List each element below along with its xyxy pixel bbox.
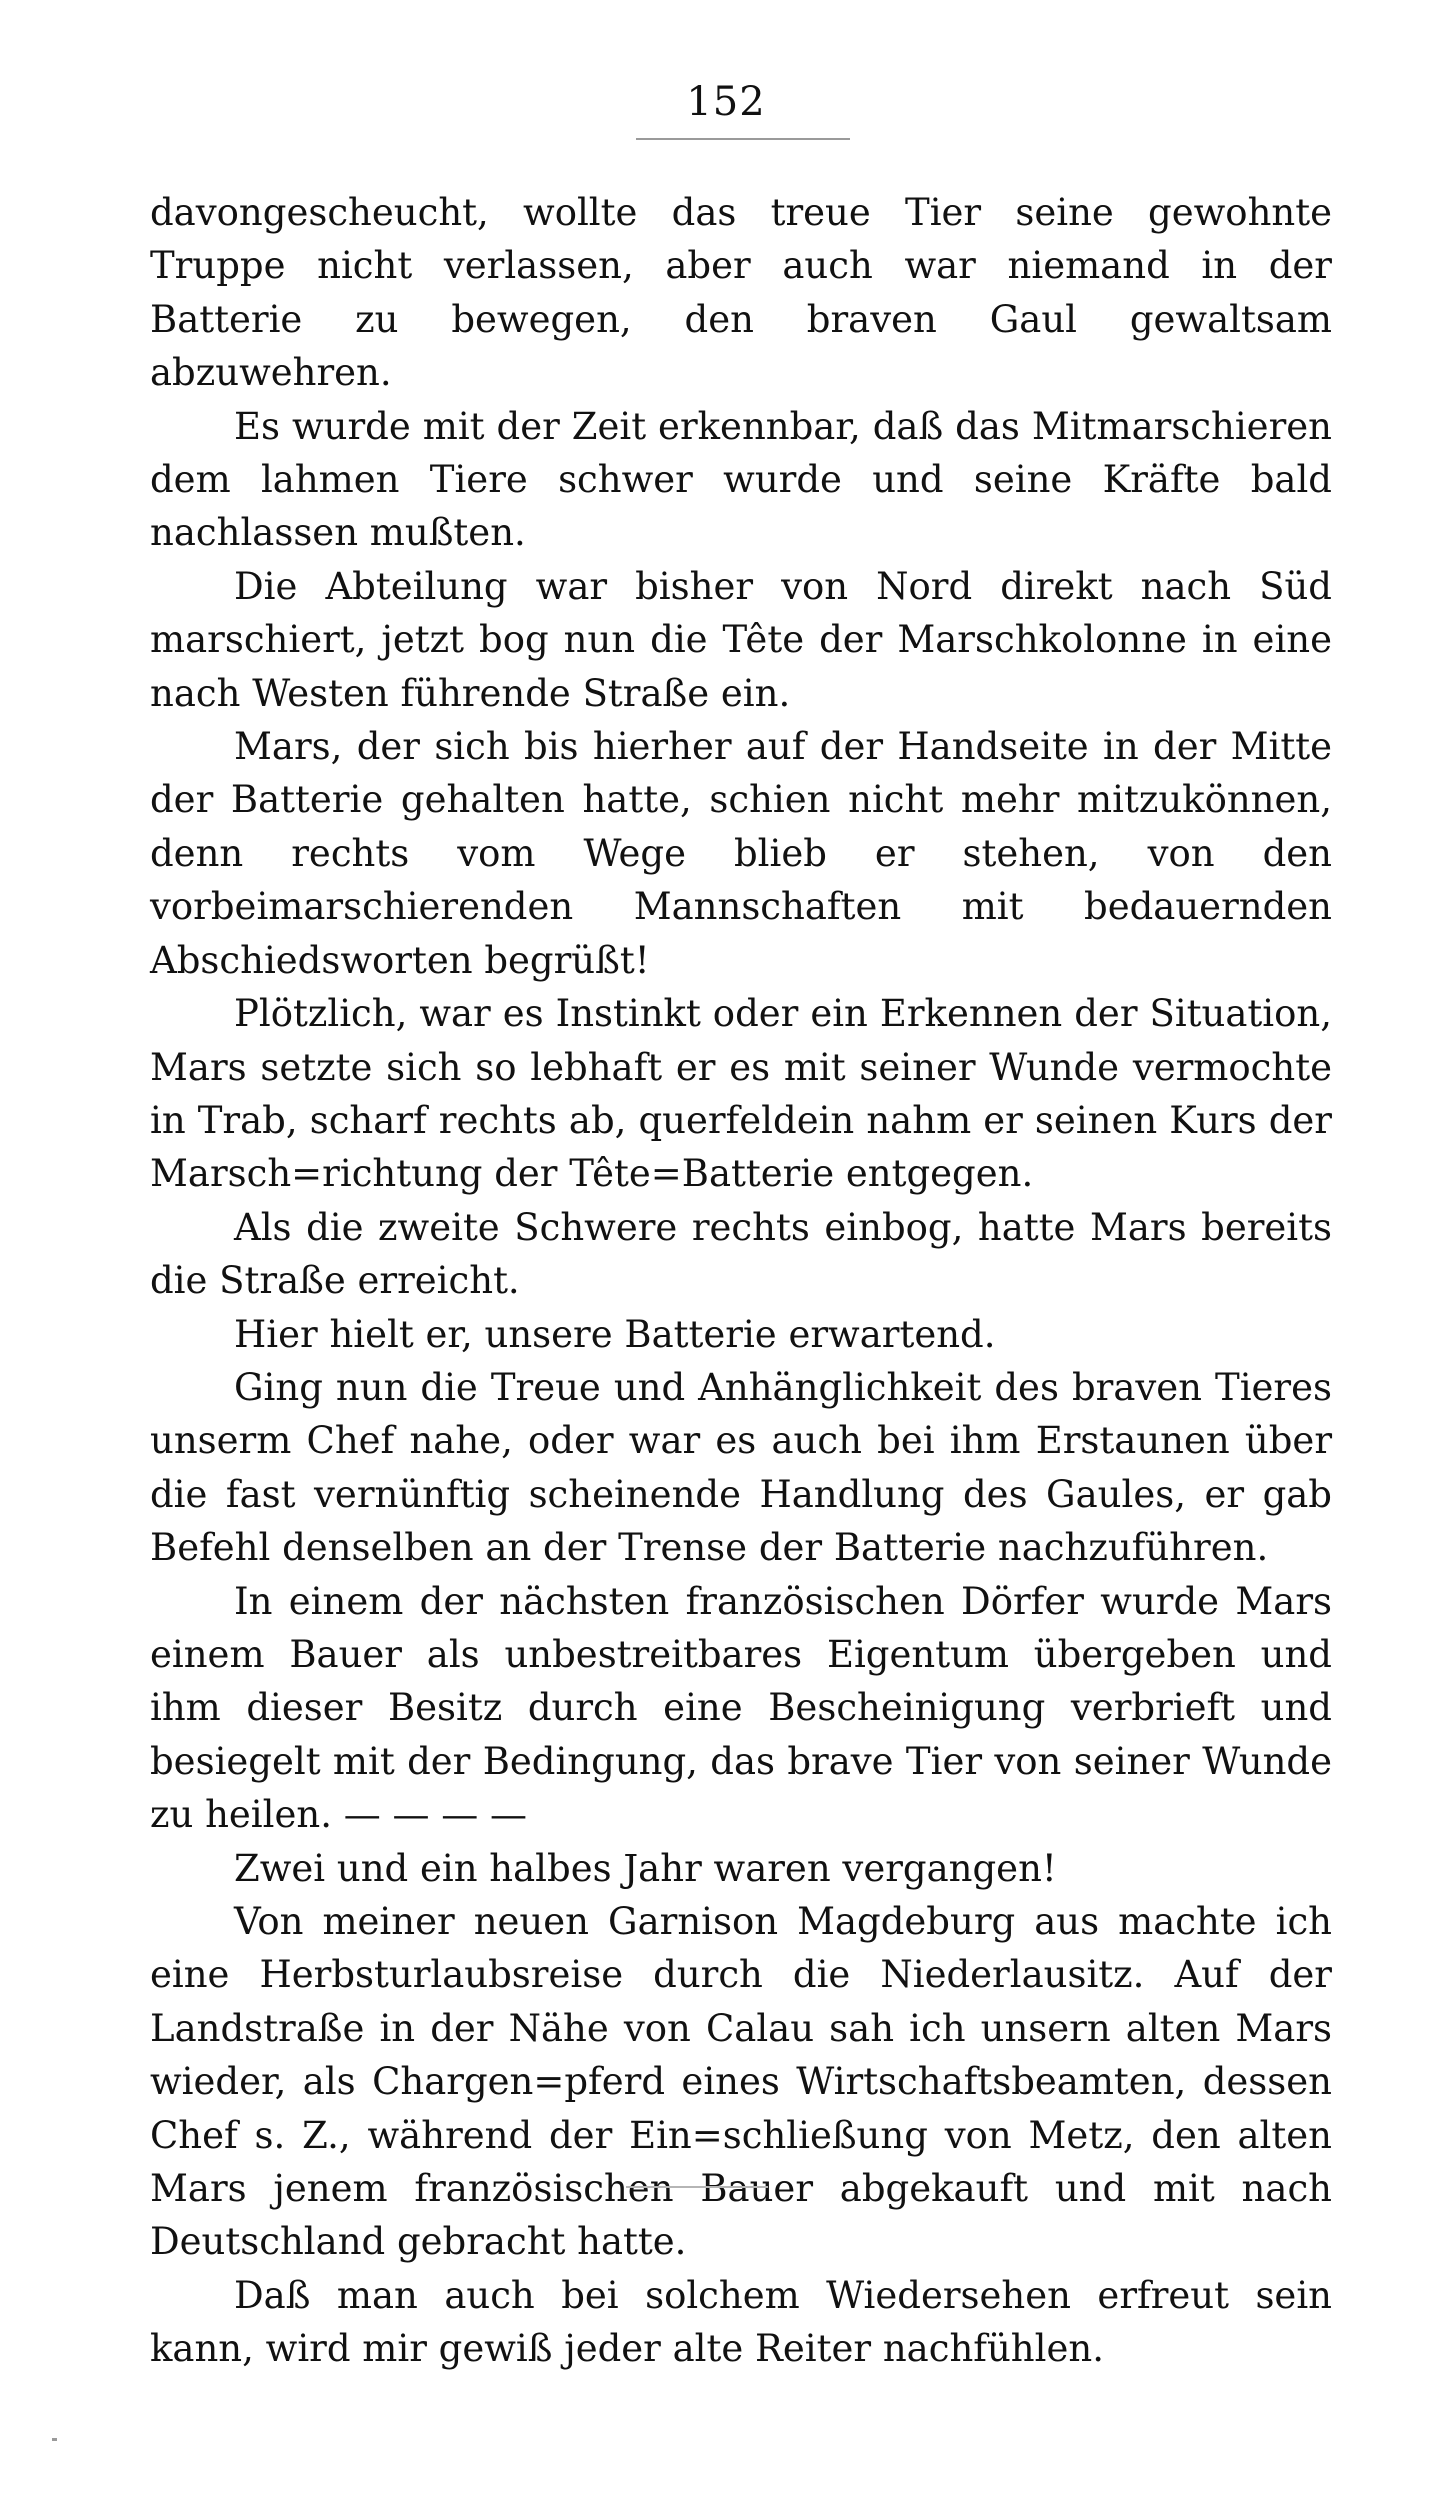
paragraph: Ging nun die Treue und Anhänglichkeit des braven Tieres unserm Chef nahe, oder war es auch bei ihm Erstaunen über die fast vernünftig scheinende Handlung des Gaules, er gab Befehl denselben an der Trense der Batterie nachzuführen. <box>150 1365 1332 1570</box>
paragraph: Es wurde mit der Zeit erkennbar, daß das Mitmarschieren dem lahmen Tiere schwer wurde und seine Kräfte bald nachlassen mußten. <box>150 404 1332 555</box>
paragraph: Hier hielt er, unsere Batterie erwartend. <box>234 1312 996 1356</box>
paragraph: Die Abteilung war bisher von Nord direkt nach Süd marschiert, jetzt bog nun die Tête der Marschkolonne in eine nach Westen führende Straße ein. <box>150 564 1332 715</box>
scan-speck <box>52 2438 57 2441</box>
paragraph: Von meiner neuen Garnison Magdeburg aus machte ich eine Herbsturlaubsreise durch die Niederlausitz. Auf der Landstraße in der Nähe von Calau sah ich unsern alten Mars wieder, als Chargen=pferd eines Wirtschaftsbeamten, dessen Chef s. Z., während der Ein=schließung von Metz, den alten Mars jenem französischen Bauer abgekauft und mit nach Deutschland gebracht hatte. <box>150 1900 1332 2264</box>
header-rule <box>636 138 850 140</box>
paragraph: Zwei und ein halbes Jahr waren vergangen! <box>234 1846 1057 1890</box>
paragraph: davongescheucht, wollte das treue Tier seine gewohnte Truppe nicht verlassen, aber auch war niemand in der Batterie zu bewegen, den braven Gaul gewaltsam abzuwehren. <box>150 191 1332 395</box>
paragraph: Plötzlich, war es Instinkt oder ein Erkennen der Situation, Mars setzte sich so lebhaft er es mit seiner Wunde vermochte in Trab, scharf rechts ab, querfeldein nahm er seinen Kurs der Marsch=richtung der Tête=Batterie entgegen. <box>150 992 1332 1196</box>
paragraph: In einem der nächsten französischen Dörfer wurde Mars einem Bauer als unbestreitbares Eigentum übergeben und ihm dieser Besitz durch eine Bescheinigung verbrieft und besiegelt mit der Bedingung, das brave Tier von seiner Wunde zu heilen. — — — — <box>150 1579 1332 1837</box>
paragraph: Mars, der sich bis hierher auf der Handseite in der Mitte der Batterie gehalten hatte, schien nicht mehr mitzukönnen, denn rechts vom Wege blieb er stehen, von den vorbeimarschierenden Mannschaften mit bedauernden Abschiedsworten begrüßt! <box>150 725 1332 982</box>
body-text <box>150 186 1332 2376</box>
paragraph: Daß man auch bei solchem Wiedersehen erfreut sein kann, wird mir gewiß jeder alte Reiter nachfühlen. <box>150 2273 1332 2371</box>
page-number: 152 <box>686 79 766 125</box>
paragraph: Als die zweite Schwere rechts einbog, hatte Mars bereits die Straße erreicht. <box>150 1205 1332 1303</box>
footer-rule <box>626 2186 768 2188</box>
